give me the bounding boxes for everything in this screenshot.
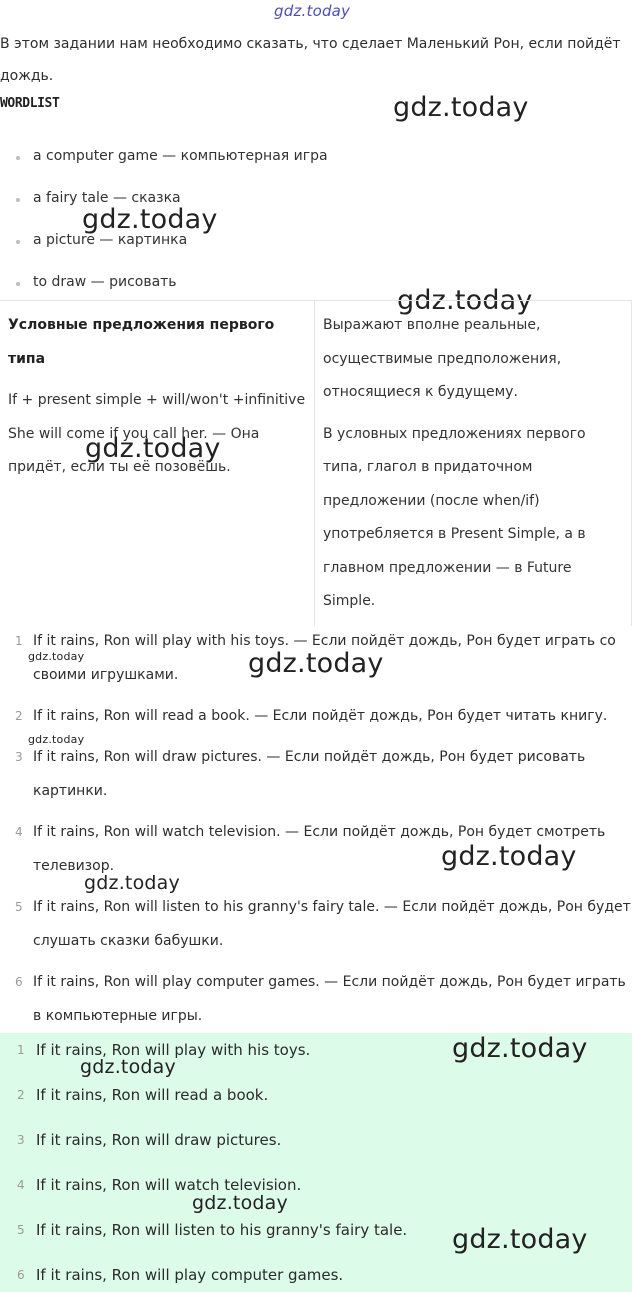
rule-title: Условные предложения первого типа (8, 317, 275, 367)
item-text: If it rains, Ron will watch television. (36, 1176, 302, 1194)
list-item (0, 700, 632, 734)
item-number: 5 (15, 900, 23, 914)
answers-block (0, 1033, 632, 1292)
task-intro: В этом задании нам необходимо сказать, что сделает Маленький Рон, если пойдёт дождь. (0, 36, 621, 84)
item-number: 2 (15, 709, 23, 723)
item-text: If it rains, Ron will read a book. — Если пойдёт дождь, Рон будет читать книгу. (33, 708, 608, 724)
item-number: 2 (17, 1088, 25, 1102)
watermark: gdz.today (85, 433, 221, 464)
item-number: 6 (17, 1268, 25, 1282)
item-number: 1 (17, 1043, 25, 1057)
item-text: If it rains, Ron will play with his toys. (36, 1041, 311, 1059)
list-item (0, 891, 632, 958)
wordlist-item: a fairy tale — сказка (18, 190, 181, 206)
wordlist-title: WORDLIST (0, 96, 60, 111)
watermark: gdz.today (452, 1224, 588, 1255)
list-item (0, 741, 632, 808)
item-number: 3 (17, 1133, 25, 1147)
item-number: 5 (17, 1223, 25, 1237)
rule-example: She will come if you call her. — Она придёт, если ты её позовёшь. (8, 425, 260, 475)
watermark-small: gdz.today (28, 650, 85, 663)
watermark: gdz.today (441, 841, 577, 872)
watermark: gdz.today (397, 285, 533, 316)
item-number: 3 (15, 750, 23, 764)
item-text: If it rains, Ron will draw pictures. — Если пойдёт дождь, Рон будет рисовать картинки. (33, 749, 586, 799)
watermark: gdz.today (82, 204, 218, 235)
watermark: gdz.today (80, 1056, 176, 1078)
list-item (0, 966, 632, 1033)
rule-left-column (0, 301, 315, 626)
watermark: gdz.today (192, 1192, 288, 1214)
watermark: gdz.today (452, 1033, 588, 1064)
rule-description: Выражают вполне реальные, осуществимые предположения, относящиеся к будущему. (323, 317, 562, 400)
wordlist-item: a computer game — компьютерная игра (18, 148, 328, 164)
wordlist-item: a picture — картинка (18, 232, 187, 248)
item-number: 1 (15, 634, 23, 648)
item-text: If it rains, Ron will play computer games. — Если пойдёт дождь, Рон будет играть в компьютерные игры. (33, 974, 626, 1024)
watermark: gdz.today (248, 648, 384, 679)
item-text: If it rains, Ron will play with his toys. — Если пойдёт дождь, Рон будет играть со своими игрушками. (33, 633, 616, 683)
watermark: gdz.today (84, 872, 180, 894)
item-text: If it rains, Ron will draw pictures. (36, 1131, 282, 1149)
watermark-top: gdz.today (274, 2, 351, 20)
rule-description: В условных предложениях первого типа, глагол в придаточном предложении (после when/if) употребляется в Present Simple, а в главном предложении — в Future Simple. (323, 425, 586, 609)
item-number: 6 (15, 975, 23, 989)
item-text: If it rains, Ron will read a book. (36, 1086, 269, 1104)
watermark-small: gdz.today (28, 733, 85, 746)
rule-right-column (315, 301, 631, 626)
item-text: If it rains, Ron will listen to his granny's fairy tale. (36, 1221, 408, 1239)
item-text: If it rains, Ron will play computer games. (36, 1266, 344, 1284)
item-number: 4 (17, 1178, 25, 1192)
item-text: If it rains, Ron will watch television. — Если пойдёт дождь, Рон будет смотреть телевизор. (33, 824, 606, 874)
list-item (0, 625, 632, 692)
item-number: 4 (15, 825, 23, 839)
wordlist-item: to draw — рисовать (18, 274, 177, 290)
list-item (0, 816, 632, 883)
watermark: gdz.today (393, 92, 529, 123)
item-text: If it rains, Ron will listen to his granny's fairy tale. — Если пойдёт дождь, Рон будет слушать сказки бабушки. (33, 899, 631, 949)
rule-formula: If + present simple + will/won't +infinitive (8, 392, 306, 408)
grammar-rule-table (0, 300, 632, 626)
